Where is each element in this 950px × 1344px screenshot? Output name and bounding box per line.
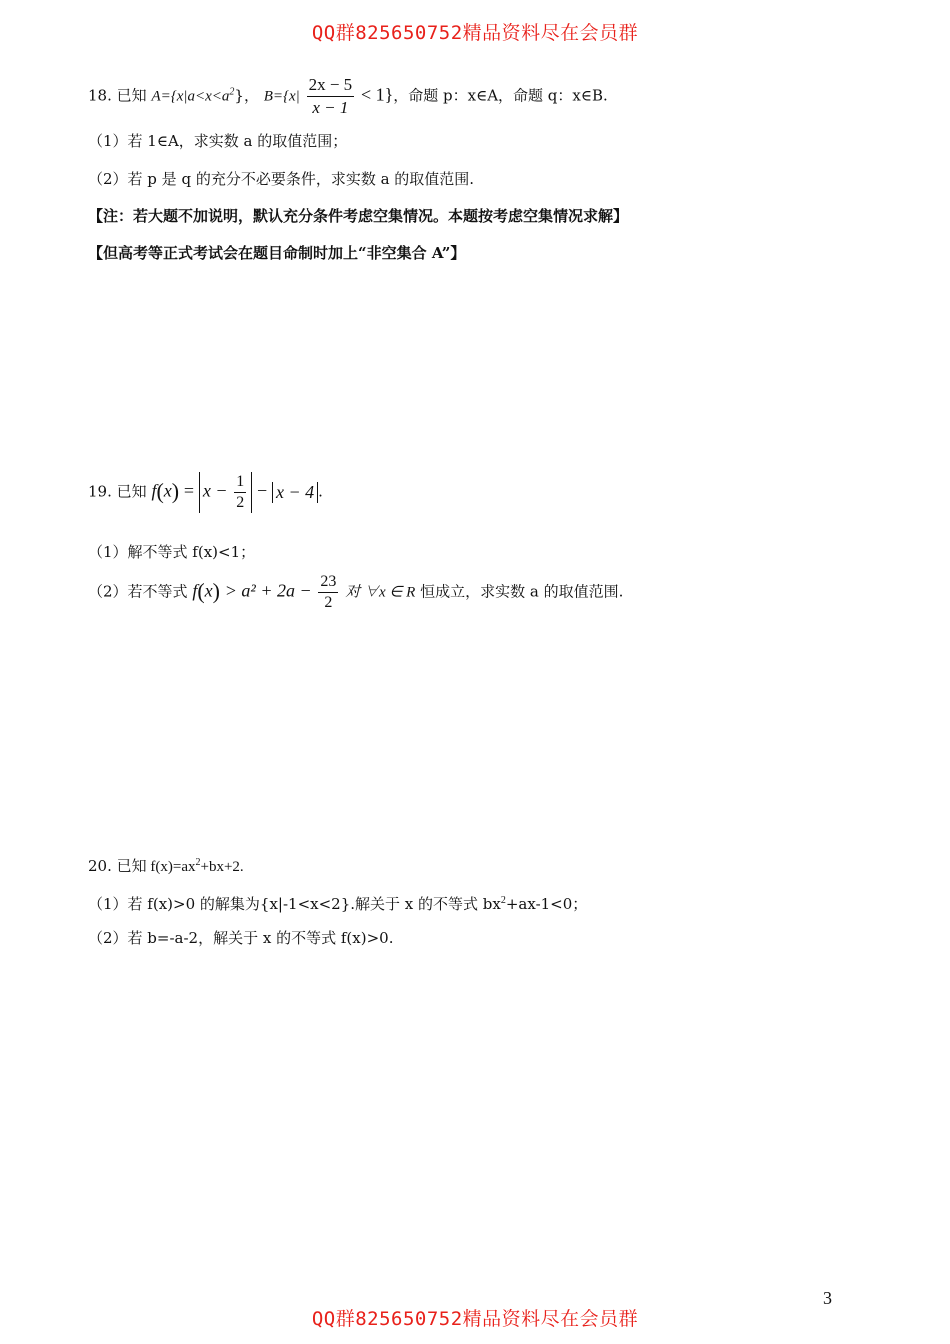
q19-paren-open: ( [156, 478, 164, 504]
q19-part2-paren-close: ) [212, 578, 220, 604]
q18-propositions: ，命题 p：x∈A，命题 q：x∈B. [393, 86, 608, 105]
q20-number: 20. [88, 857, 112, 875]
q19-stem [88, 472, 323, 513]
q18-set-a: A={x|a<x<a [151, 88, 230, 105]
q18-fraction-numerator: 2x − 5 [307, 74, 355, 97]
q20-part2: （2）若 b=-a-2，解关于 x 的不等式 f(x)>0. [88, 929, 394, 947]
q20-part1-pre: （1）若 f(x)>0 的解集为{x|-1<x<2}.解关于 x 的不等式 bx [88, 895, 501, 913]
q20-part1-exp: 2 [500, 895, 506, 906]
q18-stem [88, 74, 608, 119]
q19-known: 已知 [116, 482, 147, 501]
q18-note1: 【注：若大题不加说明，默认充分条件考虑空集情况。本题按考虑空集情况求解】 [88, 207, 629, 225]
q19-end: . [318, 482, 323, 501]
q19-part2 [88, 572, 623, 613]
q19-part2-pre: （2）若不等式 [88, 582, 188, 601]
q18-set-b-close: < 1} [360, 84, 394, 105]
q19-paren-close: ) [171, 478, 180, 504]
q19-frac23 [318, 572, 338, 613]
header-banner: QQ群825650752精品资料尽在会员群 [311, 22, 639, 44]
q19-half [234, 472, 246, 513]
q18-set-b-open: B={x| [263, 88, 300, 105]
q18-set-a-close: }， [234, 86, 259, 105]
q19-abs1-pre: x − [202, 480, 228, 501]
page-number: 3 [823, 1288, 832, 1308]
q20-part1 [88, 891, 587, 914]
q19-number: 19. [88, 482, 112, 501]
q18-part1: （1）若 1∈A，求实数 a 的取值范围； [88, 132, 348, 150]
q20-stem-pre: 已知 f(x)=ax [116, 859, 196, 875]
q19-part2-paren-open: ( [197, 578, 205, 604]
q19-part1: （1）解不等式 f(x)<1； [88, 543, 256, 561]
q19-f: f [151, 480, 157, 501]
q18-part2: （2）若 p 是 q 的充分不必要条件，求实数 a 的取值范围. [88, 170, 475, 188]
q18-number: 18. [88, 86, 112, 105]
q18-fraction [307, 74, 355, 119]
q19-var: x [163, 480, 172, 501]
q19-minus: − [257, 480, 268, 501]
q19-half-den: 2 [236, 494, 245, 511]
q20-part1-post: +ax-1<0； [505, 895, 588, 913]
q19-abs2-inner: x − 4 [275, 482, 315, 502]
q19-abs2 [272, 482, 318, 503]
q19-part2-post: 恒成立，求实数 a 的取值范围. [420, 582, 624, 601]
q19-frac23-den: 2 [324, 594, 333, 611]
q20-stem [88, 853, 244, 877]
q19-part2-ineq: > a² + 2a − [224, 580, 312, 601]
q18-known: 已知 [116, 86, 147, 105]
q19-abs1 [199, 472, 252, 513]
q18-fraction-denominator: x − 1 [312, 98, 349, 117]
q19-part2-var: x [204, 580, 213, 601]
q19-half-num: 1 [234, 472, 246, 493]
q19-part2-forall: 对 ∀x ∈ R [345, 584, 416, 601]
q18-note2: 【但高考等正式考试会在题目命制时加上“非空集合 A”】 [88, 244, 466, 262]
q19-frac23-num: 23 [318, 572, 338, 593]
footer-banner: QQ群825650752精品资料尽在会员群 [311, 1308, 639, 1330]
q19-part2-f: f [192, 580, 198, 601]
q19-equals: = [183, 480, 195, 501]
q18-set-a-exp: 2 [229, 86, 235, 98]
q20-stem-post: +bx+2. [200, 859, 244, 875]
q20-stem-exp: 2 [195, 857, 201, 868]
